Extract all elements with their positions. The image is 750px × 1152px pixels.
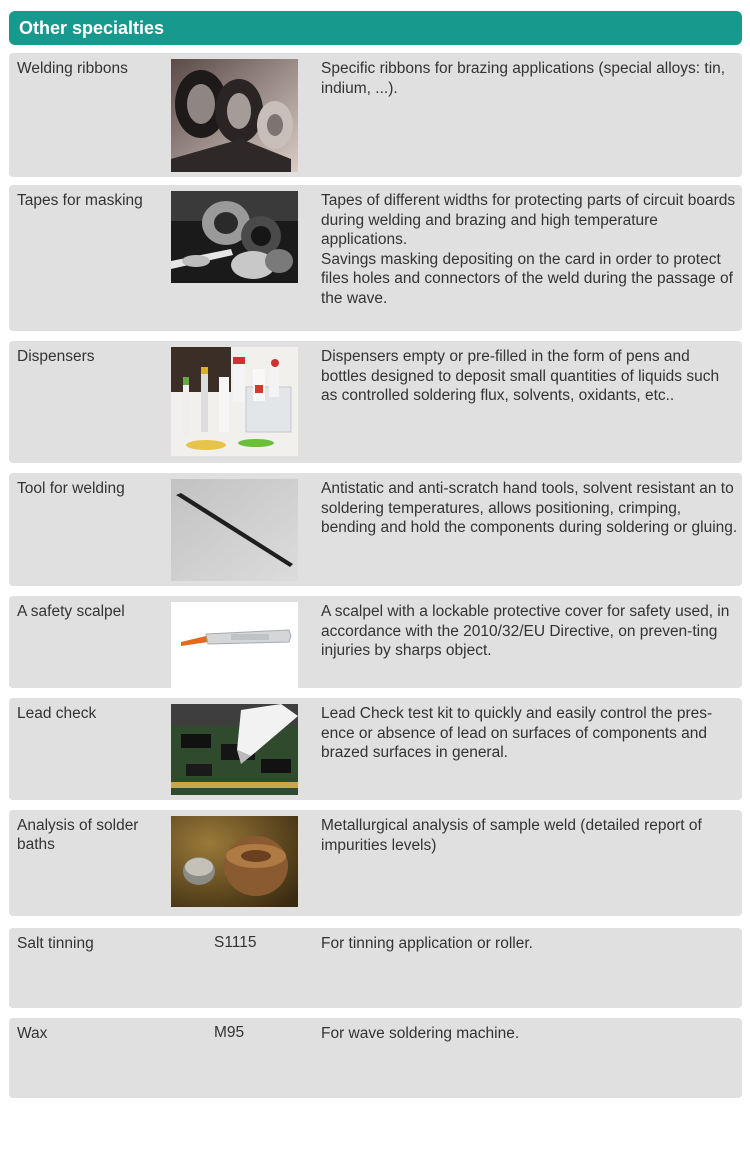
dispensers-photo [171,347,298,456]
specialty-row-safety-scalpel [9,596,742,688]
welding-tool-photo [171,479,298,581]
masking-tapes-photo [171,191,298,283]
row-description [321,59,739,98]
product-code: S1115 [214,934,257,951]
product-code: M95 [214,1024,245,1041]
description-text: Specific ribbons for brazing applications (special alloys: tin, indium, ...). [321,60,726,97]
description-text: Dispensers empty or pre-filled in the form of pens and bottles designed to deposit small quantities of liquids such as controlled soldering flux, solvents, oxidants, etc.. [321,348,720,405]
specialty-row-tapes-for-masking [9,185,742,331]
description-text: Lead Check test kit to quickly and easily control the pres-ence or absence of lead on surfaces of components and brazed surfaces in general. [321,705,713,762]
section-title: Other specialties [19,18,165,38]
welding-ribbons-photo [171,59,298,172]
row-label: Wax [17,1025,48,1042]
safety-scalpel-photo [171,602,298,688]
row-label: Tool for welding [17,480,125,497]
row-label: Welding ribbons [17,60,128,77]
specialty-row-tool-for-welding [9,473,742,586]
description-text: Metallurgical analysis of sample weld (detailed report of impurities levels) [321,817,702,854]
row-description [321,816,739,855]
row-label: Tapes for masking [17,192,143,209]
specialty-row-wax [9,1018,742,1098]
row-label: Dispensers [17,348,95,365]
row-description [321,1024,739,1044]
row-description [321,191,739,309]
specialty-row-dispensers [9,341,742,463]
specialty-row-welding-ribbons [9,53,742,177]
description-text: For tinning application or roller. [321,935,533,952]
description-text: A scalpel with a lockable protective cover for safety used, in accordance with the 2010/32/EU Directive, on preven-ting injuries by sharps object. [321,603,730,660]
row-description [321,934,739,954]
row-description [321,347,739,406]
lead-check-photo [171,704,298,795]
solder-analysis-photo [171,816,298,907]
section-header [9,11,742,45]
row-description [321,479,739,538]
row-label: Salt tinning [17,935,94,952]
description-text: Antistatic and anti-scratch hand tools, solvent resistant an to soldering temperatures, allows positioning, crimping, bending and hold the components during soldering or gluing. [321,480,738,537]
row-description [321,704,739,763]
specialty-row-lead-check [9,698,742,800]
row-label: A safety scalpel [17,603,125,620]
row-description [321,602,739,661]
specialty-row-analysis-of-solder-baths [9,810,742,916]
description-text: Tapes of different widths for protecting parts of circuit boards during welding and brazing and high temperature applications. [321,192,736,249]
row-label: Analysis of solder baths [17,817,139,853]
specialty-row-salt-tinning [9,928,742,1008]
description-text: Savings masking depositing on the card in order to protect files holes and connectors of the weld during the passage of the wave. [321,250,733,307]
row-label: Lead check [17,705,97,722]
description-text: For wave soldering machine. [321,1025,520,1042]
